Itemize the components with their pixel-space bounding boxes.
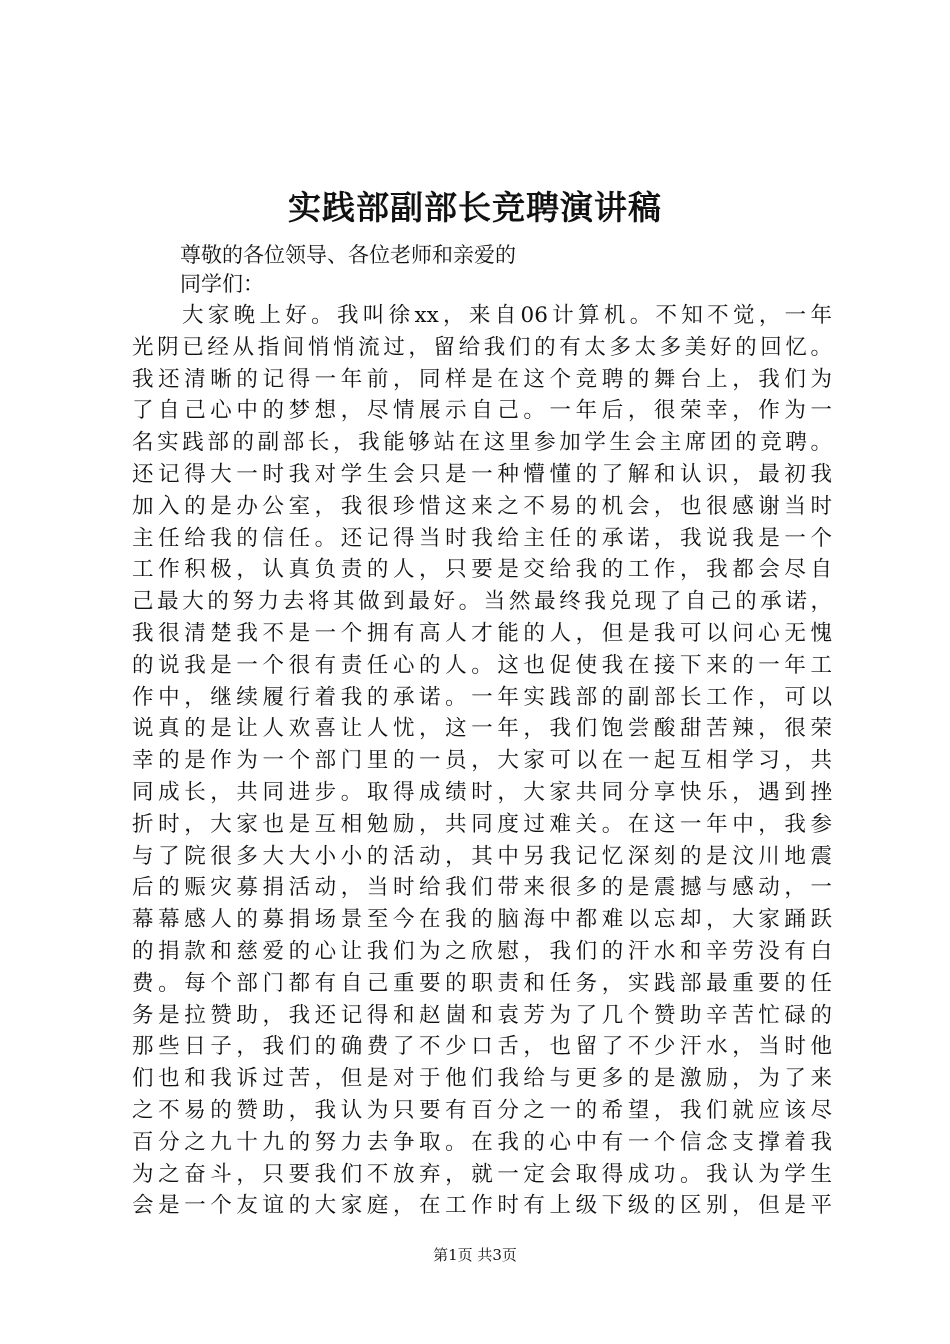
body-line: 说真的是让人欢喜让人忧，这一年，我们饱尝酸甜苦辣，很荣 (132, 716, 832, 742)
body-line: 我很清楚我不是一个拥有高人才能的人，但是我可以问心无愧 (132, 620, 832, 646)
body-line: 作中，继续履行着我的承诺。一年实践部的副部长工作，可以 (132, 684, 832, 710)
body-line: 之不易的赞助，我认为只要有百分之一的希望，我们就应该尽 (132, 1097, 832, 1123)
body-line: 我还清晰的记得一年前，同样是在这个竞聘的舞台上，我们为 (132, 366, 832, 392)
body-line: 加入的是办公室，我很珍惜这来之不易的机会，也很感谢当时 (132, 493, 832, 519)
body-line: 为之奋斗，只要我们不放弃，就一定会取得成功。我认为学生 (132, 1161, 832, 1187)
body-line: 还记得大一时我对学生会只是一种懵懂的了解和认识，最初我 (132, 461, 832, 487)
body-line: 大家晚上好。我叫徐xx，来自06计算机。不知不觉，一年 (182, 303, 832, 328)
body-line: 们也和我诉过苦，但是对于他们我给与更多的是激励，为了来 (132, 1066, 832, 1092)
body-line: 光阴已经从指间悄悄流过，留给我们的有太多太多美好的回忆。 (132, 334, 832, 360)
body-line: 后的赈灾募捐活动，当时给我们带来很多的是震撼与感动，一 (132, 875, 832, 901)
body-line: 费。每个部门都有自己重要的职责和任务，实践部最重要的任 (132, 970, 832, 996)
body-line: 工作积极，认真负责的人，只要是交给我的工作，我都会尽自 (132, 557, 832, 583)
document-title: 实践部副部长竞聘演讲稿 (288, 188, 662, 227)
body-line: 的捐款和慈爱的心让我们为之欣慰，我们的汗水和辛劳没有白 (132, 938, 832, 964)
body-line: 会是一个友谊的大家庭，在工作时有上级下级的区别，但是平 (132, 1193, 832, 1219)
body-line: 同成长，共同进步。取得成绩时，大家共同分享快乐，遇到挫 (132, 779, 832, 805)
body-line: 幸的是作为一个部门里的一员，大家可以在一起互相学习，共 (132, 748, 832, 774)
body-line: 与了院很多大大小小的活动，其中另我记忆深刻的是汶川地震 (132, 843, 832, 869)
body-line: 主任给我的信任。还记得当时我给主任的承诺，我说我是一个 (132, 525, 832, 551)
salutation-line-1: 尊敬的各位领导、各位老师和亲爱的 (180, 243, 516, 267)
page-footer: 第1页 共3页 (433, 1246, 517, 1264)
body-line: 己最大的努力去将其做到最好。当然最终我兑现了自己的承诺， (132, 589, 832, 615)
body-text (132, 300, 832, 1222)
body-line: 那些日子，我们的确费了不少口舌，也留了不少汗水，当时他 (132, 1034, 832, 1060)
body-line: 了自己心中的梦想，尽情展示自己。一年后，很荣幸，作为一 (132, 398, 832, 424)
body-line: 务是拉赞助，我还记得和赵崮和袁芳为了几个赞助辛苦忙碌的 (132, 1002, 832, 1028)
salutation-line-2: 同学们： (180, 272, 264, 296)
body-line: 百分之九十九的努力去争取。在我的心中有一个信念支撑着我 (132, 1129, 832, 1155)
body-line: 的说我是一个很有责任心的人。这也促使我在接下来的一年工 (132, 652, 832, 678)
body-line: 名实践部的副部长，我能够站在这里参加学生会主席团的竞聘。 (132, 430, 832, 456)
body-line: 幕幕感人的募捐场景至今在我的脑海中都难以忘却，大家踊跃 (132, 907, 832, 933)
body-line: 折时，大家也是互相勉励，共同度过难关。在这一年中，我参 (132, 811, 832, 837)
